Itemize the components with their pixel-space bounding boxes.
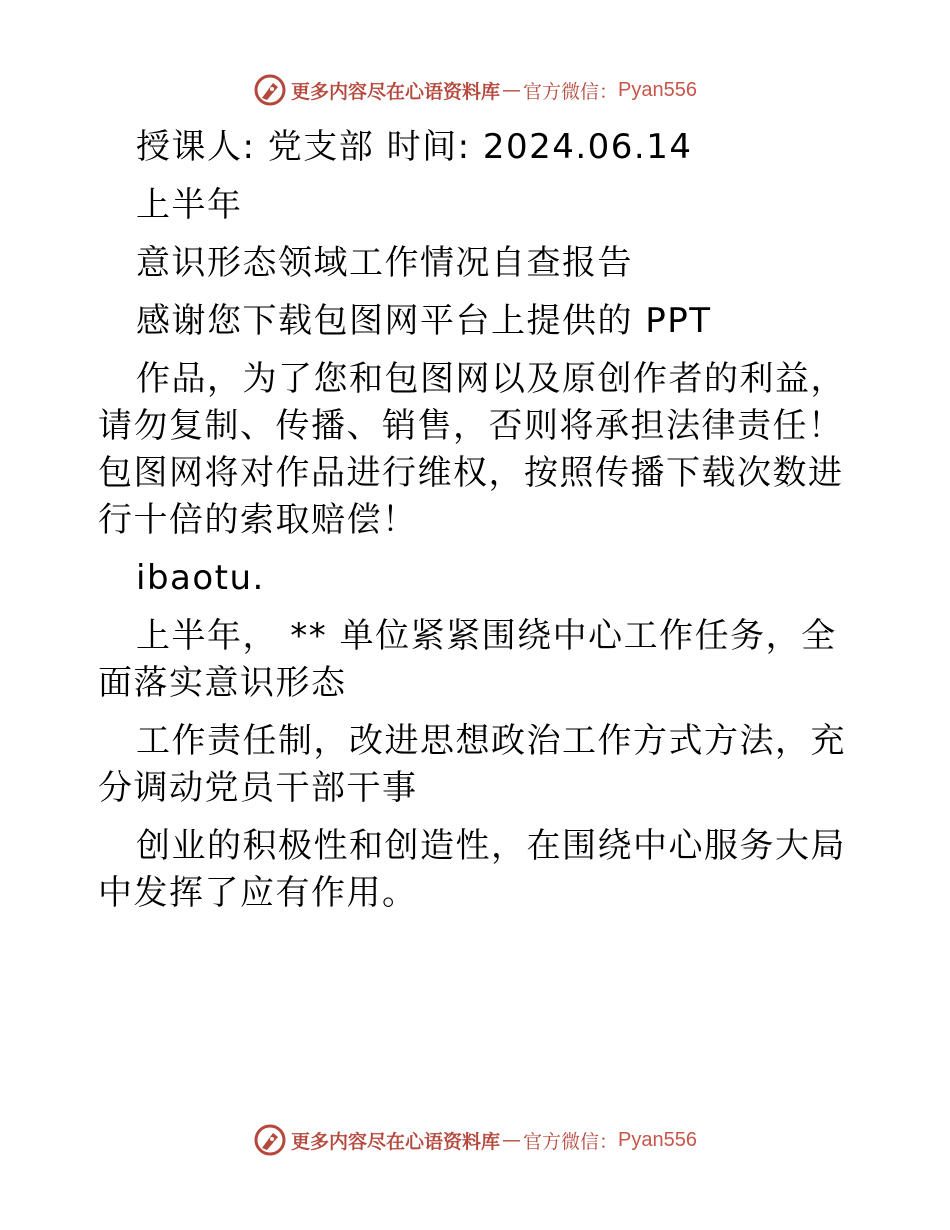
paragraph-body-1: 上半年， ** 单位紧紧围绕中心工作任务，全面落实意识形态: [98, 616, 837, 703]
watermark-official-label: 官方微信：: [523, 1130, 619, 1153]
watermark-dash: —: [502, 79, 522, 101]
watermark-brand-text: 更多内容尽在心语资料库: [291, 80, 501, 103]
document-body: [98, 124, 852, 928]
watermark-wechat-id: Pyan556: [618, 78, 697, 101]
paragraph-report-title: 意识形态领域工作情况自查报告: [136, 243, 633, 283]
paragraph-body-3: 创业的积极性和创造性，在围绕中心服务大局中发挥了应有作用。: [98, 826, 846, 913]
pen-nib-logo-icon: [253, 1123, 287, 1157]
header-watermark: [0, 72, 950, 108]
pen-nib-logo-icon: [253, 73, 287, 107]
paragraph-lecturer-time: 授课人: 党支部 时间: 2024.06.14: [136, 127, 693, 167]
watermark-dash: —: [502, 1129, 522, 1151]
watermark-official-label: 官方微信：: [523, 80, 619, 103]
paragraph-body-2: 工作责任制，改进思想政治工作方式方法，充分调动党员干部干事: [98, 721, 846, 808]
paragraph-site-name: ibaotu.: [136, 558, 265, 598]
watermark-wechat-id: Pyan556: [618, 1128, 697, 1151]
watermark-brand-text: 更多内容尽在心语资料库: [291, 1130, 501, 1153]
footer-watermark: [0, 1122, 950, 1158]
paragraph-half-year: 上半年: [136, 185, 243, 225]
paragraph-thanks: 感谢您下载包图网平台上提供的 PPT: [136, 301, 712, 341]
paragraph-copyright-notice: 作品，为了您和包图网以及原创作者的利益，请勿复制、传播、销售，否则将承担法律责任！包图网将对作品进行维权，按照传播下载次数进行十倍的索取赔偿！: [98, 359, 846, 540]
